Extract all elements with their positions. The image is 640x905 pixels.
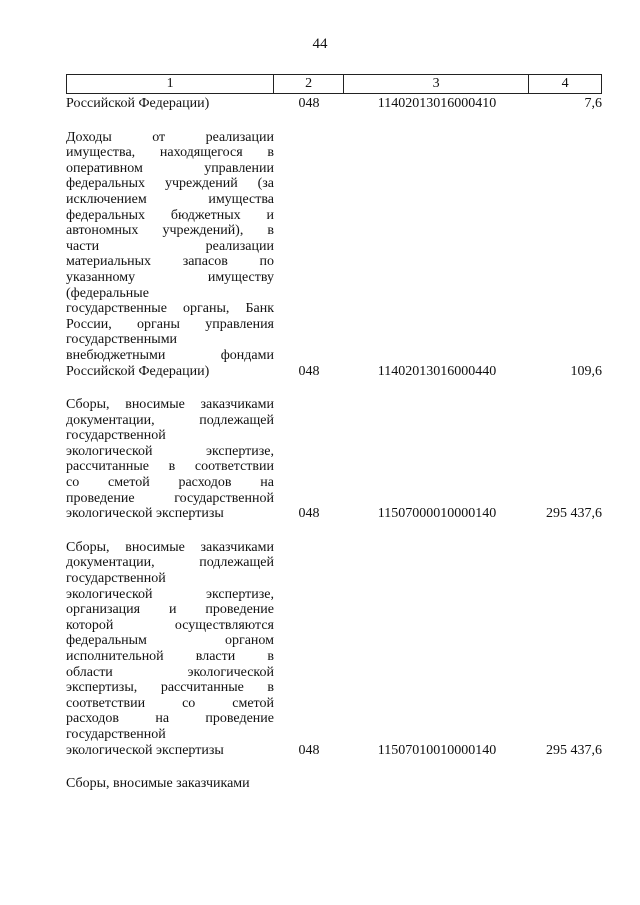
description-line: соответствии со сметой (66, 695, 274, 711)
admin-code: 048 (298, 742, 320, 758)
row-description (66, 96, 274, 112)
page-number: 44 (312, 36, 328, 52)
budget-classification-code: 11402013016000410 (377, 96, 497, 111)
description-line: области экологической (66, 664, 274, 680)
row-gap (66, 758, 602, 774)
description-line: федеральных учреждений (за (66, 176, 274, 192)
description-line: федеральным органом (66, 633, 274, 649)
description-line: Сборы, вносимые заказчиками (66, 539, 274, 555)
header-col-1: 1 (67, 75, 274, 93)
description-line: Российской Федерации) (66, 363, 210, 379)
admin-code: 048 (298, 506, 320, 522)
description-line: материальных запасов по (66, 254, 274, 270)
table-row (66, 96, 602, 112)
description-line: государственной (66, 726, 166, 742)
description-line: экологической экспертизе, (66, 586, 274, 602)
row-gap (66, 522, 602, 538)
description-line: части реализации (66, 238, 274, 254)
description-line: оперативном управлении (66, 160, 274, 176)
table-row (66, 397, 602, 522)
amount: 109,6 (570, 363, 602, 379)
admin-code: 048 (298, 96, 320, 111)
row-description (66, 130, 274, 380)
amount: 7,6 (584, 96, 602, 111)
table-body (66, 96, 602, 792)
table-row (66, 130, 602, 380)
description-line: исполнительной власти в (66, 649, 274, 664)
description-line: экологической экспертизы (66, 506, 224, 522)
description-line: федеральных бюджетных и (66, 207, 274, 223)
description-line: экологической экспертизе, (66, 443, 274, 459)
budget-classification-code: 11507010010000140 (377, 742, 497, 758)
header-col-3: 3 (344, 75, 529, 93)
description-line: государственной (66, 428, 166, 444)
description-line: документации, подлежащей (66, 412, 274, 428)
description-line: экологической экспертизы (66, 742, 224, 758)
description-line: государственными (66, 332, 178, 348)
description-line: государственные органы, Банк (66, 301, 274, 317)
table-row (66, 540, 602, 758)
description-line: исключением имущества (66, 191, 274, 207)
description-line: рассчитанные в соответствии (66, 459, 274, 475)
description-line: со сметой расходов на (66, 475, 274, 491)
admin-code: 048 (298, 363, 320, 379)
description-line: Доходы от реализации (66, 129, 274, 145)
description-line: (федеральные (66, 285, 149, 301)
description-line: которой осуществляются (66, 617, 274, 633)
table-row (66, 776, 602, 792)
description-line: внебюджетными фондами (66, 347, 274, 363)
table-header (66, 74, 602, 94)
description-line: России, органы управления (66, 316, 274, 332)
description-line: автономных учреждений), в (66, 223, 274, 239)
row-gap (66, 112, 602, 128)
row-description (66, 776, 274, 792)
description-line: указанному имуществу (66, 269, 274, 285)
amount: 295 437,6 (546, 742, 602, 758)
description-line: государственной (66, 571, 166, 587)
description-line: организация и проведение (66, 602, 274, 618)
description-line: проведение государственной (66, 490, 274, 506)
description-line: экспертизы, рассчитанные в (66, 680, 274, 696)
row-description (66, 397, 274, 522)
description-line: Сборы, вносимые заказчиками (66, 397, 274, 413)
description-line: расходов на проведение (66, 711, 274, 727)
row-gap (66, 379, 602, 395)
header-col-2: 2 (274, 75, 344, 93)
description-line: имущества, находящегося в (66, 145, 274, 161)
header-col-4: 4 (561, 76, 569, 91)
budget-classification-code: 11507000010000140 (377, 506, 497, 522)
budget-table (66, 74, 602, 792)
description-line: документации, подлежащей (66, 555, 274, 571)
row-description (66, 540, 274, 758)
description-line: Российской Федерации) (66, 96, 210, 111)
budget-classification-code: 11402013016000440 (377, 363, 497, 379)
description-line: Сборы, вносимые заказчиками (66, 776, 250, 792)
amount: 295 437,6 (546, 506, 602, 522)
